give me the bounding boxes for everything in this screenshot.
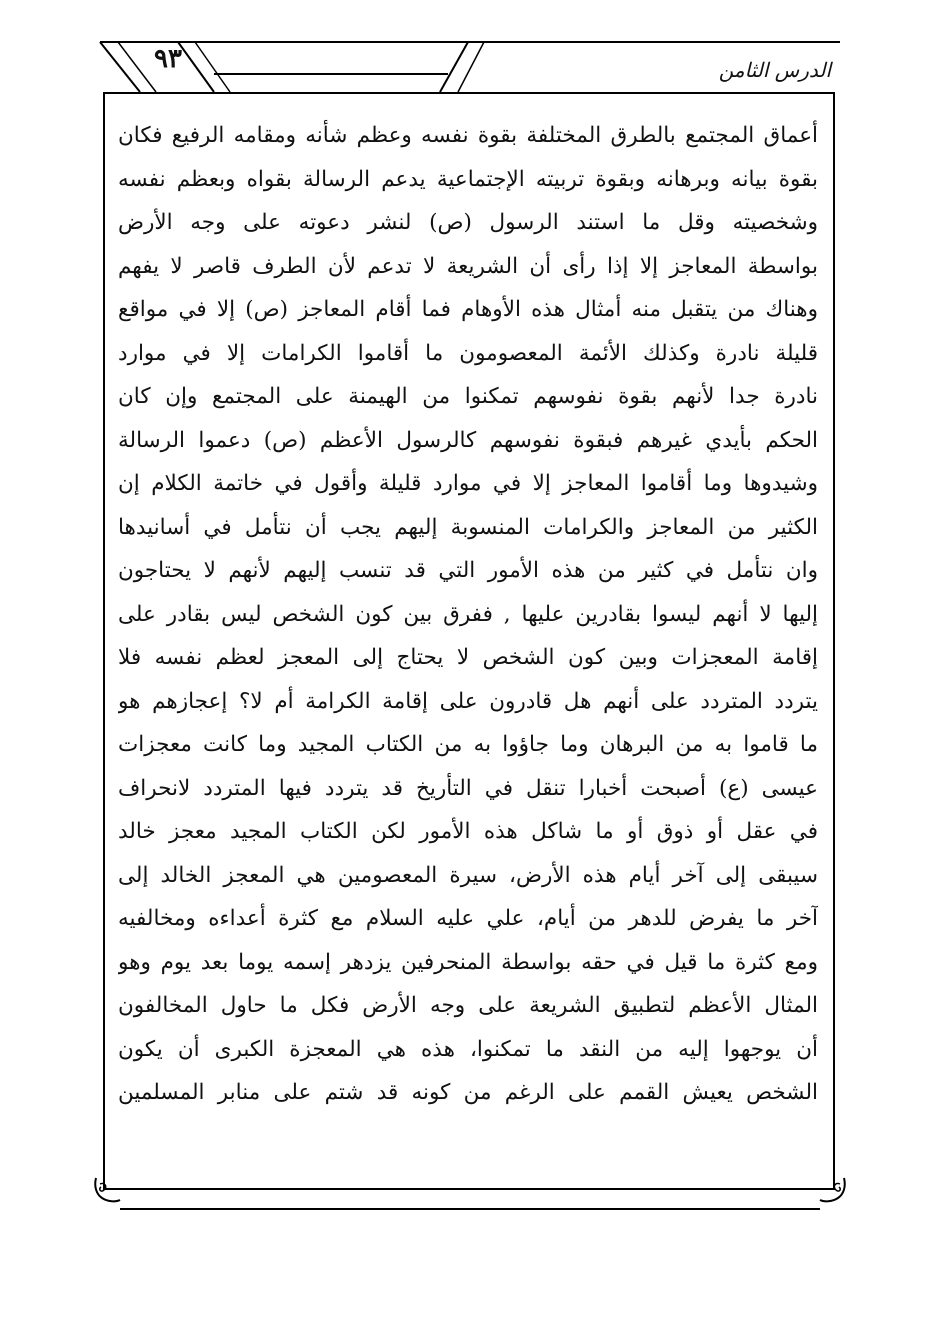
text-line: وان نتأمل في كثير من هذه الأمور التي قد تنسب إليهم لأنهم لا يحتاجون: [118, 558, 818, 583]
text-line: ومع كثرة ما قيل في حقه بواسطة المنحرفين يزدهر إسمه يوما بعد يوم وهو: [118, 949, 818, 975]
page-header: [0, 0, 939, 100]
text-line: أن يوجهوا إليه من النقد ما تمكنوا، هذه هي المعجزة الكبرى أن يكون: [118, 1036, 818, 1062]
text-line: المثال الأعظم لتطبيق الشريعة على وجه الأرض فكل ما حاول المخالفون: [118, 993, 818, 1018]
body-text: [118, 114, 818, 1194]
ornament-corner-right-icon: [818, 1176, 848, 1206]
text-line: قليلة نادرة وكذلك الأئمة المعصومون ما أقاموا الكرامات إلا في موارد: [118, 340, 818, 366]
text-line: سيبقى إلى آخر أيام هذه الأرض، سيرة المعصومين هي المعجز الخالد إلى: [118, 862, 818, 888]
text-line: وشيدوها وما أقاموا المعاجز إلا في موارد قليلة وأقول في خاتمة الكلام إن: [118, 471, 818, 496]
text-line: ما قاموا به من البرهان وما جاؤوا به من الكتاب المجيد وما كانت معجزات: [118, 732, 818, 757]
page-number: ٩٣: [154, 44, 182, 74]
text-line: آخر ما يفرض للدهر من أيام، علي عليه السلام مع كثرة أعداءه ومخالفيه: [118, 906, 818, 931]
ornament-corner-left-icon: [92, 1176, 122, 1206]
text-line: وهناك من يتقبل منه أمثال هذه الأوهام فما أقام المعاجز (ص) إلا في مواقع: [118, 297, 818, 322]
text-line: بواسطة المعاجز إلا إذا رأى أن الشريعة لا تدعم لأن الطرف قاصر لا يفهم: [118, 253, 818, 279]
text-line: وشخصيته وقل ما استند الرسول (ص) لنشر دعوته على وجه الأرض: [118, 210, 818, 235]
text-line: الكثير من المعاجز والكرامات المنسوبة إليهم يجب أن نتأمل في أسانيدها: [118, 514, 818, 540]
text-line: الشخص يعيش القمم على الرغم من كونه قد شتم على منابر المسلمين: [118, 1080, 818, 1105]
text-line: إليها لا أنهم ليسوا بقادرين عليها , ففرق بين كون الشخص ليس بقادر على: [118, 601, 818, 627]
text-line: أعماق المجتمع بالطرق المختلفة بقوة نفسه وعظم شأنه ومقامه الرفيع فكان: [118, 123, 818, 148]
lesson-title: الدرس الثامن: [718, 58, 831, 82]
bottom-rule: [120, 1208, 820, 1213]
text-line: في عقل أو ذوق أو ما شاكل هذه الأمور لكن الكتاب المجيد معجز خالد: [118, 819, 818, 844]
text-line: نادرة جدا لأنهم بقوة نفوسهم تمكنوا من الهيمنة على المجتمع وإن كان: [118, 384, 818, 409]
text-line: بقوة بيانه وبرهانه وبقوة تربيته الإجتماعية يدعم الرسالة بقواه وبعظم نفسه: [118, 166, 818, 192]
text-line: عيسى (ع) أصبحت أخبارا تنقل في التأريخ قد يتردد فيها المتردد لانحراف: [118, 775, 818, 801]
text-line: يتردد المتردد على أنهم هل قادرون على إقامة الكرامة أم لا؟ إعجازهم هو: [118, 688, 818, 714]
text-line: الحكم بأيدي غيرهم فبقوة نفوسهم كالرسول الأعظم (ص) دعموا الرسالة: [118, 427, 818, 453]
text-line: إقامة المعجزات وبين كون الشخص لا يحتاج إلى المعجز لعظم نفسه فلا: [118, 645, 818, 670]
